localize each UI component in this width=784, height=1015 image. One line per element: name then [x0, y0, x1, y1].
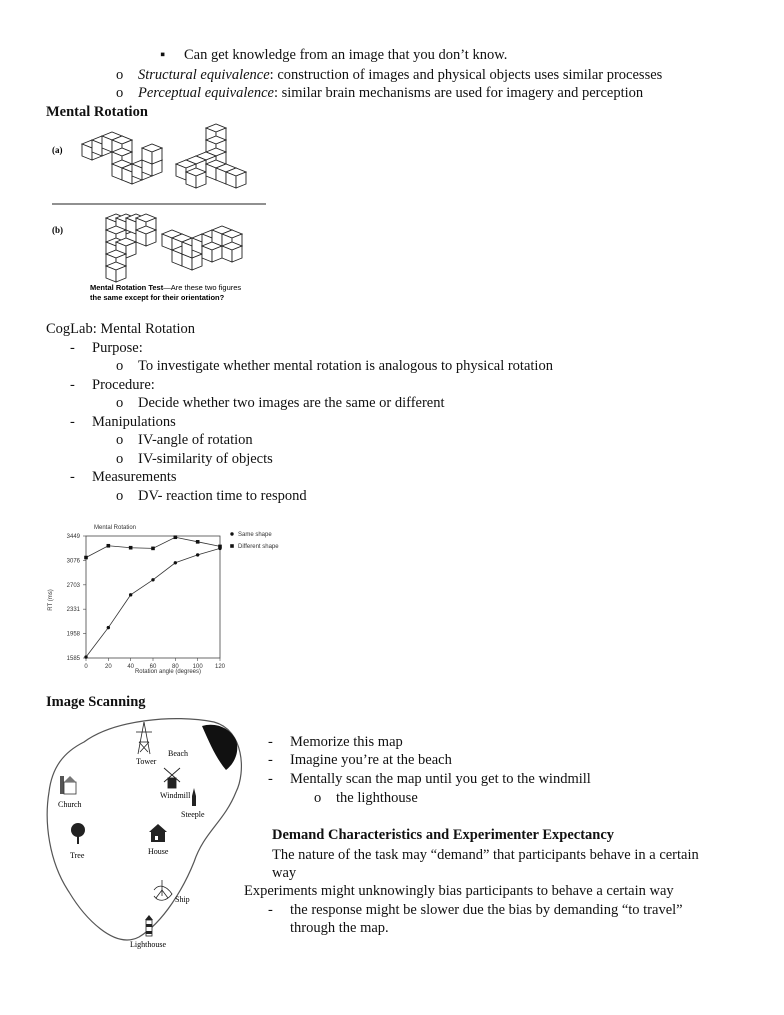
- lighthouse-label: Lighthouse: [130, 940, 166, 949]
- demand-bullet1: the response might be slower due the bias by demanding “to travel”: [290, 902, 683, 918]
- y-tick-label: 1585: [66, 656, 80, 662]
- figure-caption-line1: [90, 283, 241, 292]
- figure-caption-bold: Mental Rotation Test: [90, 283, 164, 292]
- steeple-label: Steeple: [181, 810, 205, 819]
- figure-a-right-object: [176, 124, 246, 188]
- figure-a-left-object: [82, 132, 162, 184]
- coglab-title: CogLab: Mental Rotation: [46, 321, 196, 337]
- church-label: Church: [58, 800, 82, 809]
- circle-marker: o: [116, 395, 124, 411]
- data-point-same-shape: [196, 553, 199, 556]
- y-tick-label: 2703: [66, 582, 80, 589]
- legend-label: Different shape: [238, 544, 279, 550]
- x-tick-label: 60: [149, 664, 157, 670]
- circle-marker: o: [116, 358, 124, 374]
- perceptual-equivalence-line: [138, 84, 643, 102]
- data-point-same-shape: [84, 655, 87, 658]
- demand-line2: way: [272, 865, 297, 881]
- legend-marker-same-shape: [230, 532, 233, 535]
- knowledge-bullet-text: Can get knowledge from an image that you don’t know.: [184, 47, 508, 63]
- bullet-square-marker: ▪: [160, 47, 166, 63]
- circle-marker: o: [314, 790, 322, 806]
- figure-b-right-object: [162, 226, 242, 270]
- demand-heading: Demand Characteristics and Experimenter Expectancy: [272, 827, 615, 843]
- dash-marker: -: [70, 414, 75, 430]
- data-point-different-shape: [196, 540, 200, 544]
- dash-marker: -: [70, 469, 75, 485]
- structural-term: Structural equivalence: [138, 67, 270, 83]
- mental-rotation-figure: [46, 122, 276, 308]
- dash-marker: -: [268, 771, 273, 787]
- ship-label: Ship: [175, 895, 190, 904]
- y-tick-label: 3449: [66, 534, 80, 540]
- dash-marker: -: [70, 340, 75, 356]
- demand-line3: Experiments might unknowingly bias participants to behave a certain way: [244, 883, 674, 899]
- x-tick-label: 100: [192, 664, 203, 670]
- structural-equivalence-line: [138, 66, 662, 84]
- legend-marker-different-shape: [230, 544, 234, 548]
- y-tick-label: 2331: [66, 607, 80, 614]
- data-point-different-shape: [218, 545, 222, 549]
- chart-xlabel: Rotation angle (degrees): [134, 669, 202, 675]
- y-tick-label: 1958: [66, 631, 80, 638]
- figure-caption-rest: —Are these two figures: [163, 283, 242, 292]
- data-point-same-shape: [129, 593, 132, 596]
- circle-marker: o: [116, 85, 124, 101]
- manipulations-label: Manipulations: [92, 414, 176, 430]
- perceptual-term: Perceptual equivalence: [138, 85, 274, 101]
- figure-b-left-object: [106, 214, 156, 282]
- dash-marker: -: [268, 734, 273, 750]
- windmill-label: Windmill: [160, 791, 191, 800]
- series-line-0: [86, 548, 220, 657]
- x-tick-label: 120: [214, 664, 226, 670]
- legend-label: Same shape: [238, 532, 272, 538]
- sub-step-lighthouse: the lighthouse: [336, 790, 418, 806]
- measurements-label: Measurements: [92, 469, 177, 485]
- demand-line1: The nature of the task may “demand” that participants behave in a certain: [272, 847, 699, 863]
- figure-caption-line2: the same except for their orientation?: [90, 293, 225, 302]
- data-point-same-shape: [174, 561, 177, 564]
- circle-marker: o: [116, 67, 124, 83]
- dash-marker: -: [268, 752, 273, 768]
- data-point-different-shape: [129, 546, 133, 550]
- label-b: (b): [52, 225, 63, 235]
- data-point-different-shape: [151, 547, 155, 551]
- manipulation-angle-text: IV-angle of rotation: [138, 432, 253, 448]
- chart-title: Mental Rotation: [94, 525, 137, 531]
- x-tick-label: 20: [104, 664, 112, 670]
- x-tick-label: 80: [171, 664, 179, 670]
- procedure-label: Procedure:: [92, 377, 155, 393]
- data-point-different-shape: [174, 535, 178, 539]
- data-point-different-shape: [84, 556, 88, 560]
- procedure-text: Decide whether two images are the same or different: [138, 395, 445, 411]
- island-map: [44, 712, 244, 954]
- dash-marker: -: [70, 377, 75, 393]
- data-point-same-shape: [151, 578, 154, 581]
- structural-definition: : construction of images and physical objects uses similar processes: [269, 67, 663, 83]
- circle-marker: o: [116, 451, 124, 467]
- label-a: (a): [52, 145, 63, 155]
- circle-marker: o: [116, 432, 124, 448]
- perceptual-definition: : similar brain mechanisms are used for imagery and perception: [273, 85, 644, 101]
- x-tick-label: 0: [84, 664, 88, 670]
- data-point-different-shape: [107, 544, 111, 548]
- tree-label: Tree: [70, 851, 85, 860]
- step-memorize: Memorize this map: [290, 734, 403, 750]
- y-tick-label: 3076: [66, 558, 80, 565]
- step-imagine: Imagine you’re at the beach: [290, 752, 452, 768]
- x-tick-label: 40: [127, 664, 135, 670]
- manipulation-similarity-text: IV-similarity of objects: [138, 451, 273, 467]
- beach-label: Beach: [168, 749, 188, 758]
- data-point-same-shape: [107, 626, 110, 629]
- demand-bullet1-cont: through the map.: [290, 920, 389, 936]
- tower-label: Tower: [136, 757, 157, 766]
- house-label: House: [148, 847, 169, 856]
- mental-rotation-heading: Mental Rotation: [46, 104, 148, 120]
- mental-rotation-chart: [44, 520, 314, 680]
- step-scan: Mentally scan the map until you get to the windmill: [290, 771, 591, 787]
- purpose-text: To investigate whether mental rotation is analogous to physical rotation: [138, 358, 553, 374]
- measurement-text: DV- reaction time to respond: [138, 488, 307, 504]
- purpose-label: Purpose:: [92, 340, 143, 356]
- image-scanning-heading: Image Scanning: [46, 694, 146, 710]
- chart-ylabel: RT (ms): [48, 589, 54, 611]
- dash-marker: -: [268, 902, 273, 918]
- circle-marker: o: [116, 488, 124, 504]
